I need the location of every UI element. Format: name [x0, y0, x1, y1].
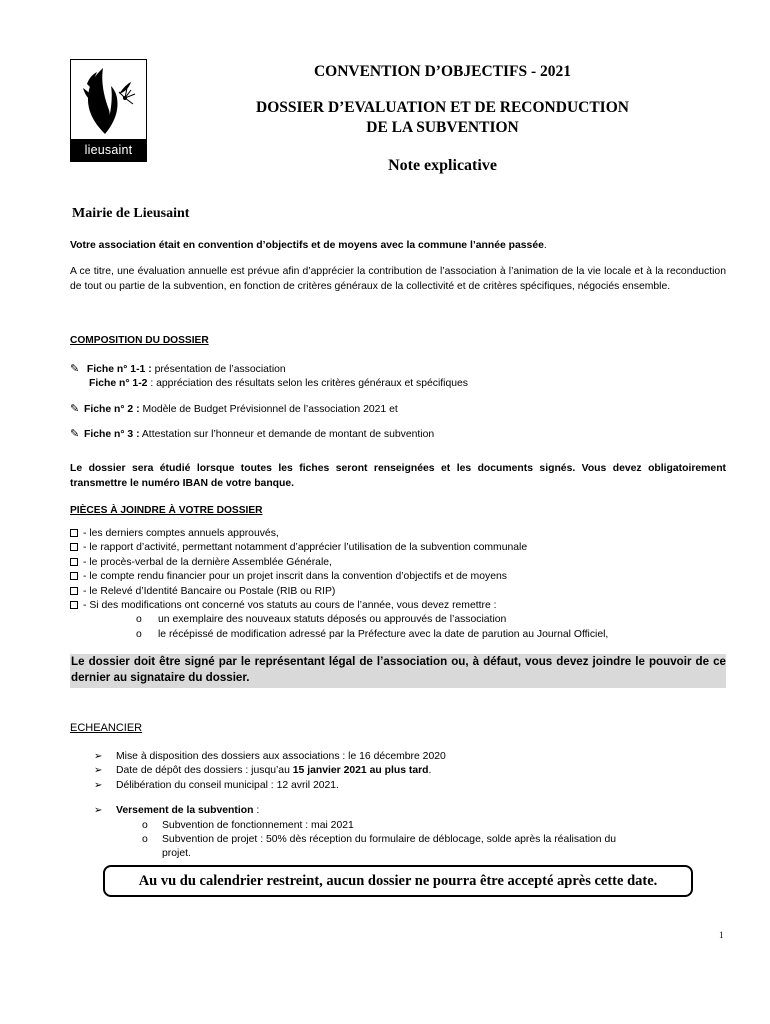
- list-item: - le procès-verbal de la dernière Assemblée Générale,: [70, 556, 608, 570]
- versement-label: Versement de la subvention: [116, 805, 254, 816]
- bullet-circle-icon: o: [136, 614, 142, 626]
- checkbox-icon: [70, 572, 78, 580]
- intro-statement: Votre association était en convention d’objectifs et de moyens avec la commune l’année passée.: [70, 240, 547, 251]
- mairie-heading: Mairie de Lieusaint: [72, 206, 190, 221]
- versement-sublist: [142, 819, 702, 862]
- signature-notice: Le dossier doit être signé par le représentant légal de l’association ou, à défaut, vous devez joindre le pouvoir de ce dernier au signataire du dossier.: [70, 654, 726, 688]
- versement-item: ➢ Versement de la subvention :: [94, 804, 259, 818]
- document-title: CONVENTION D’OBJECTIFS - 2021: [313, 63, 572, 80]
- subtitle-line-1: DOSSIER D’EVALUATION ET DE RECONDUCTION: [256, 99, 629, 116]
- list-item: ➢ Date de dépôt des dossiers : jusqu’au 15 janvier 2021 au plus tard.: [94, 764, 446, 778]
- echeancier-list: [94, 750, 446, 793]
- arrow-bullet-icon: ➢: [94, 765, 103, 777]
- list-item: ➢ Mise à disposition des dossiers aux associations : le 16 décembre 2020: [94, 750, 446, 764]
- page-number: 1: [719, 930, 724, 940]
- pencil-icon: ✎: [70, 428, 80, 440]
- checkbox-icon: [70, 601, 78, 609]
- arrow-bullet-icon: ➢: [94, 805, 103, 816]
- checkbox-icon: [70, 587, 78, 595]
- fiche-2-item: [70, 402, 398, 417]
- bullet-circle-icon: o: [142, 820, 148, 831]
- composition-heading: COMPOSITION DU DOSSIER: [70, 335, 209, 346]
- arrow-bullet-icon: ➢: [94, 751, 103, 762]
- pieces-list: [70, 527, 608, 642]
- fiche-12-label: Fiche n° 1-2: [89, 378, 148, 389]
- echeancier-heading: ECHEANCIER: [70, 722, 143, 734]
- pencil-icon: ✎: [70, 363, 80, 375]
- intro-paragraph: A ce titre, une évaluation annuelle est prévue afin d’apprécier la contribution de l’association à l’animation de la vie locale et à la reconduction de tout ou partie de la subvention, en fonction de critères généraux de la collectivité et de critères spécifiques, négociés ensemble.: [70, 266, 726, 292]
- list-item: - le rapport d’activité, permettant notamment d’apprécier l’utilisation de la subvention communale: [70, 541, 608, 555]
- subtitle-line-2: DE LA SUBVENTION: [366, 119, 519, 136]
- arrow-bullet-icon: ➢: [94, 779, 103, 791]
- note-title: Note explicative: [388, 157, 497, 174]
- fiche-12-text: : appréciation des résultats selon les critères généraux et spécifiques: [150, 378, 468, 389]
- pencil-icon: ✎: [70, 403, 80, 415]
- checkbox-icon: [70, 543, 78, 551]
- sub-list-item: o Subvention de fonctionnement : mai 2021: [142, 819, 702, 833]
- fiche-3-text: Attestation sur l’honneur et demande de montant de subvention: [141, 429, 435, 440]
- lieusaint-logo: [70, 59, 147, 162]
- dossier-study-notice: Le dossier sera étudié lorsque toutes les fiches seront renseignées et les documents signés. Vous devez obligatoirement transmettre le numéro IBAN de votre banque.: [70, 463, 726, 489]
- fiche-3-item: [70, 427, 434, 442]
- bullet-circle-icon: o: [142, 834, 148, 846]
- checkbox-icon: [70, 529, 78, 537]
- fiche-11-label: Fiche n° 1-1 :: [86, 364, 152, 375]
- sub-list-item: o Subvention de projet : 50% dès réception du formulaire de déblocage, solde après la réalisation du: [142, 833, 702, 847]
- leaf-emblem-icon: [75, 64, 143, 138]
- list-item: - Si des modifications ont concerné vos statuts au cours de l’année, vous devez remettre :: [70, 599, 608, 613]
- fiche-2-label: Fiche n° 2 :: [84, 404, 140, 415]
- intro-bold-text: Votre association était en convention d’objectifs et de moyens avec la commune l’année passée: [70, 240, 544, 251]
- list-item: ➢ Délibération du conseil municipal : 12 avril 2021.: [94, 779, 446, 793]
- fiche-3-label: Fiche n° 3 :: [84, 429, 140, 440]
- document-subtitle: [160, 98, 725, 138]
- sub-list-item-continuation: projet.: [162, 848, 191, 860]
- logo-label: lieusaint: [71, 139, 146, 161]
- fiche-2-text: Modèle de Budget Prévisionnel de l’association 2021 et: [142, 404, 398, 415]
- bullet-circle-icon: o: [136, 628, 142, 640]
- list-item: - le compte rendu financier pour un projet inscrit dans la convention d’objectifs et de moyens: [70, 570, 608, 584]
- list-item: - le Relevé d’Identité Bancaire ou Postale (RIB ou RIP): [70, 585, 608, 599]
- pieces-heading: PIÈCES À JOINDRE À VOTRE DOSSIER: [70, 505, 263, 516]
- fiche-1-item: [70, 362, 468, 391]
- sub-list-item: o le récépissé de modification adressé par la Préfecture avec la date de parution au Journal Officiel,: [70, 628, 608, 642]
- deadline-notice-box: Au vu du calendrier restreint, aucun dossier ne pourra être accepté après cette date.: [103, 865, 693, 897]
- list-item: - les derniers comptes annuels approuvés,: [70, 527, 608, 541]
- sub-list-item: o un exemplaire des nouveaux statuts déposés ou approuvés de l’association: [70, 613, 608, 627]
- fiche-11-text: présentation de l’association: [154, 364, 286, 375]
- checkbox-icon: [70, 558, 78, 566]
